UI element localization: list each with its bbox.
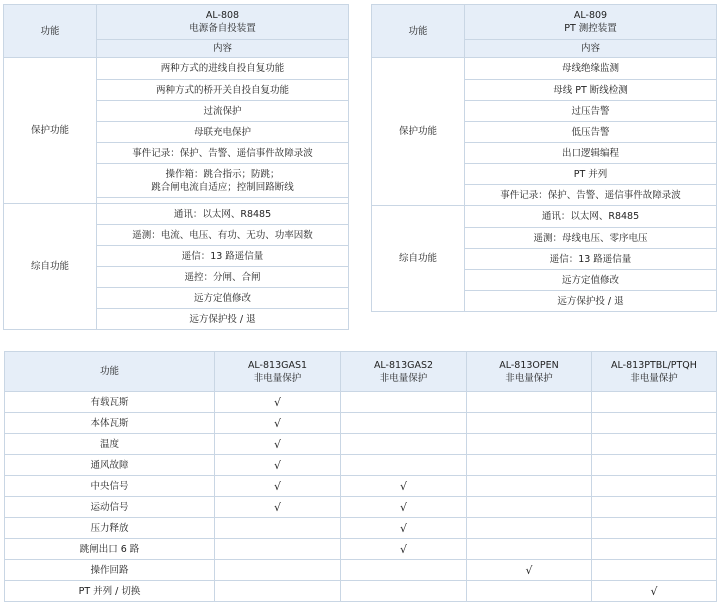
al813-row-label: 运动信号: [5, 497, 215, 518]
al809-item: 低压告警: [465, 122, 717, 143]
al809-content-header: 内容: [465, 40, 717, 58]
al813-row: [5, 455, 717, 476]
al809-item: 远方保护投 / 退: [465, 291, 717, 312]
al813-col-model: AL-813OPEN: [499, 359, 559, 371]
al808-item-line: 跳合闸电流自适应；控制回路断线: [151, 181, 294, 193]
al813-col-type: 非电量保护: [253, 372, 302, 384]
al813-row-label: 中央信号: [5, 476, 215, 497]
al813-row-label: PT 并列 / 切换: [5, 581, 215, 602]
al813-empty-cell: [467, 413, 592, 434]
al809-func-header: 功能: [372, 5, 465, 58]
al813-empty-cell: [592, 455, 717, 476]
al813-row: [5, 497, 717, 518]
al809-item: 母线 PT 断线检测: [465, 80, 717, 101]
al813-row-label: 压力释放: [5, 518, 215, 539]
al813-col-header: [467, 352, 592, 392]
al808-item: 母联充电保护: [97, 122, 349, 143]
al813-body: [5, 392, 717, 602]
al809-name: PT 测控装置: [564, 23, 617, 34]
al813-empty-cell: [467, 518, 592, 539]
al809-table: [371, 4, 717, 312]
al813-col-type: 非电量保护: [505, 372, 553, 384]
check-mark-icon: √: [341, 539, 467, 560]
al813-empty-cell: [341, 434, 467, 455]
al813-row-label: 本体瓦斯: [5, 413, 215, 434]
al813-col-type: 非电量保护: [630, 372, 678, 384]
al813-empty-cell: [467, 539, 592, 560]
check-mark-icon: √: [215, 434, 341, 455]
al813-empty-cell: [467, 581, 592, 602]
check-mark-icon: √: [341, 497, 467, 518]
al813-table: [4, 351, 717, 602]
check-mark-icon: √: [467, 560, 592, 581]
al808-item: 遥控：分闸、合闸: [97, 267, 349, 288]
al808-item: 遥信：13 路遥信量: [97, 246, 349, 267]
al813-empty-cell: [592, 539, 717, 560]
al808-item-line: 操作箱：跳合指示；防跳；: [165, 168, 280, 180]
al808-item-multiline: [97, 164, 349, 198]
al809-item: 过压告警: [465, 101, 717, 122]
al808-name: 电源备自投装置: [189, 23, 256, 34]
al813-row: [5, 392, 717, 413]
al813-empty-cell: [215, 518, 341, 539]
al813-empty-cell: [341, 392, 467, 413]
check-mark-icon: √: [215, 455, 341, 476]
al813-empty-cell: [215, 539, 341, 560]
check-mark-icon: √: [341, 476, 467, 497]
al813-col-header: [592, 352, 717, 392]
al808-item: 事件记录：保护、告警、遥信事件故障录波: [97, 143, 349, 164]
al808-item: 过流保护: [97, 101, 349, 122]
al808-model: AL-808: [205, 10, 240, 21]
al809-group-protect: 保护功能: [372, 58, 465, 206]
al813-empty-cell: [592, 392, 717, 413]
al808-item: 两种方式的桥开关自投自复功能: [97, 80, 349, 101]
al808-table: [3, 4, 349, 330]
al813-empty-cell: [341, 581, 467, 602]
al813-row: [5, 560, 717, 581]
check-mark-icon: √: [215, 476, 341, 497]
al809-title-cell: [465, 5, 717, 40]
check-mark-icon: √: [341, 518, 467, 539]
al808-content-header: 内容: [97, 40, 349, 58]
al813-empty-cell: [215, 581, 341, 602]
al813-col-header: [341, 352, 467, 392]
al808-group-auto: 综自功能: [4, 204, 97, 330]
al813-empty-cell: [215, 560, 341, 581]
al813-row-label: 跳闸出口 6 路: [5, 539, 215, 560]
al813-empty-cell: [341, 455, 467, 476]
al809-item: 遥信：13 路遥信量: [465, 249, 717, 270]
al813-row: [5, 539, 717, 560]
al813-empty-cell: [467, 497, 592, 518]
check-mark-icon: √: [215, 392, 341, 413]
al813-row-label: 温度: [5, 434, 215, 455]
al813-row-label: 操作回路: [5, 560, 215, 581]
al813-empty-cell: [592, 518, 717, 539]
al813-row: [5, 476, 717, 497]
al809-item: PT 并列: [465, 164, 717, 185]
al809-item: 事件记录：保护、告警、遥信事件故障录波: [465, 185, 717, 206]
al808-item: 两种方式的进线自投自复功能: [97, 58, 349, 80]
al809-item: 母线绝缘监测: [465, 58, 717, 80]
al813-empty-cell: [467, 434, 592, 455]
al808-group-protect: 保护功能: [4, 58, 97, 204]
al813-row: [5, 581, 717, 602]
al813-empty-cell: [467, 392, 592, 413]
al809-model: AL-809: [573, 10, 608, 21]
al809-group-auto: 综自功能: [372, 206, 465, 312]
check-mark-icon: √: [215, 497, 341, 518]
al808-item: 通讯：以太网、R8485: [97, 204, 349, 225]
check-mark-icon: √: [592, 581, 717, 602]
al808-item: 遥测：电流、电压、有功、无功、功率因数: [97, 225, 349, 246]
al813-empty-cell: [467, 476, 592, 497]
al813-empty-cell: [341, 413, 467, 434]
al809-item: 通讯：以太网、R8485: [465, 206, 717, 228]
al813-empty-cell: [592, 434, 717, 455]
al813-empty-cell: [592, 476, 717, 497]
al809-item: 遥测：母线电压、零序电压: [465, 228, 717, 249]
al813-func-header: 功能: [5, 352, 215, 392]
check-mark-icon: √: [215, 413, 341, 434]
al809-item: 出口逻辑编程: [465, 143, 717, 164]
al813-col-model: AL-813GAS2: [373, 359, 434, 371]
al813-row: [5, 518, 717, 539]
al808-item: 远方定值修改: [97, 288, 349, 309]
al813-empty-cell: [592, 560, 717, 581]
al813-row-label: 有载瓦斯: [5, 392, 215, 413]
al813-col-model: AL-813GAS1: [247, 359, 308, 371]
al813-row: [5, 434, 717, 455]
al813-empty-cell: [467, 455, 592, 476]
al813-row-label: 通风故障: [5, 455, 215, 476]
al813-col-type: 非电量保护: [379, 372, 428, 384]
al808-func-header: 功能: [4, 5, 97, 58]
al813-empty-cell: [592, 413, 717, 434]
al808-item: 远方保护投 / 退: [97, 309, 349, 330]
al813-col-header: [215, 352, 341, 392]
al808-title-cell: [97, 5, 349, 40]
al813-row: [5, 413, 717, 434]
al809-item: 远方定值修改: [465, 270, 717, 291]
al813-col-model: AL-813PTBL/PTQH: [611, 359, 697, 371]
al813-empty-cell: [341, 560, 467, 581]
al813-empty-cell: [592, 497, 717, 518]
